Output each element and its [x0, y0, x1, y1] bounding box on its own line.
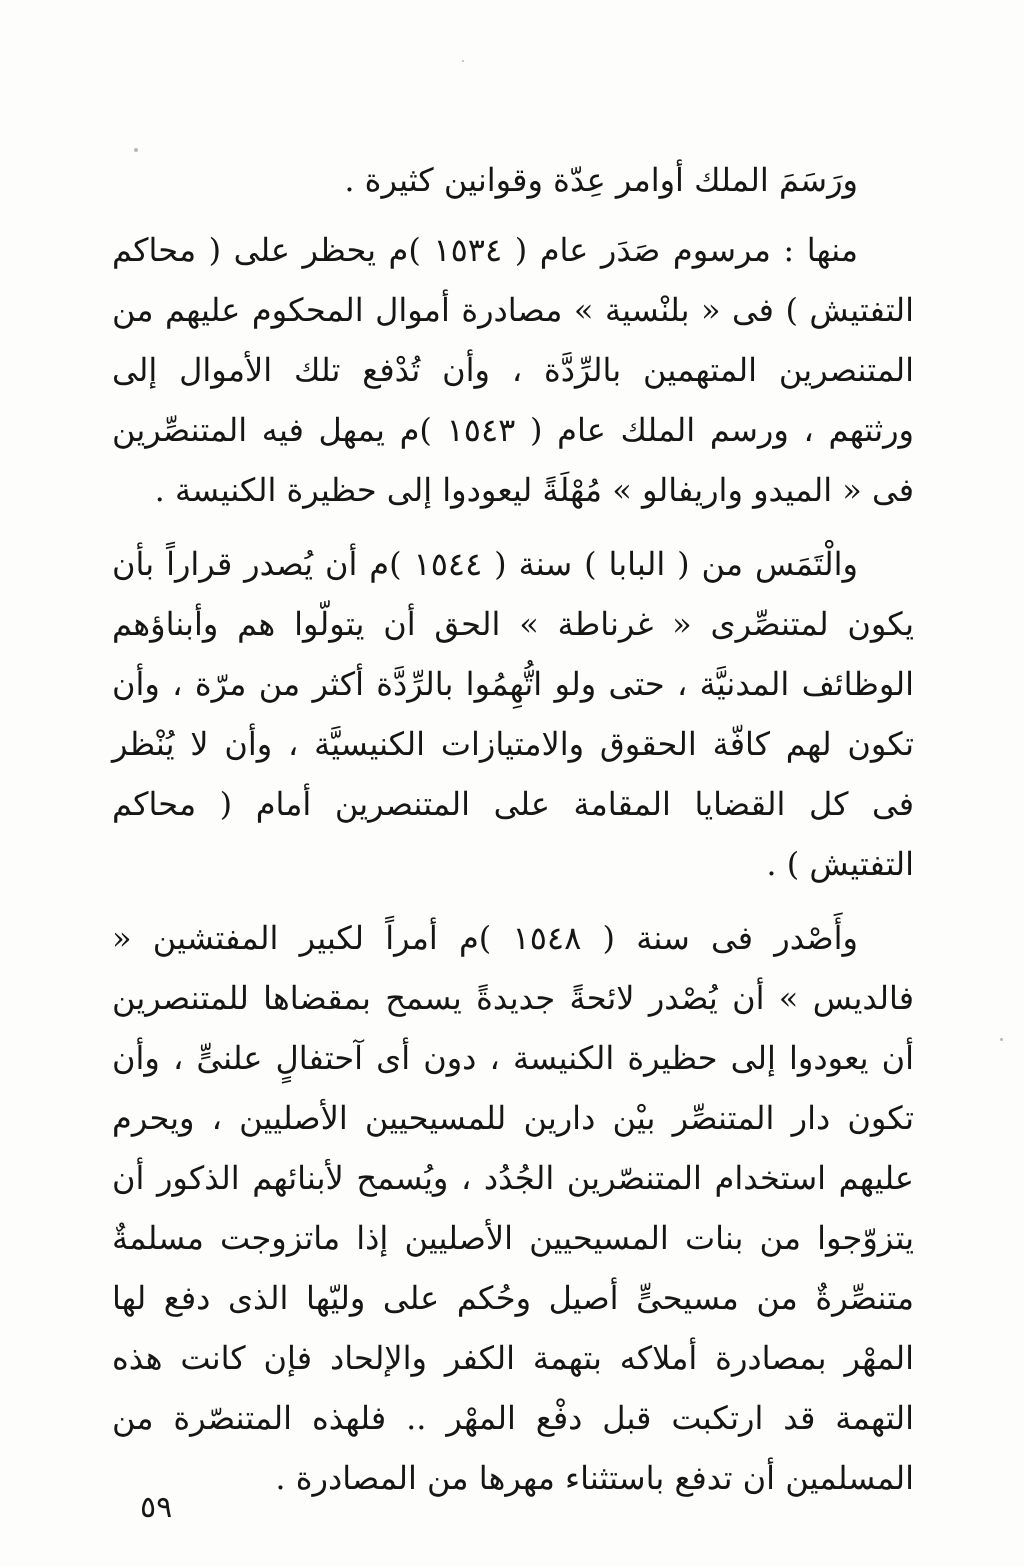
body-text — [112, 150, 914, 1508]
scan-speck — [462, 60, 464, 62]
paragraph-1548-order: وأَصْدر فى سنة ( ١٥٤٨ )م أمراً لكبير المفتشين « فالديس » أن يُصْدر لائحةً جديدةً يسمح بمقضاها للمتنصرين أن يعودوا إلى حظيرة الكنيسة ، دون أى آحتفالٍ علنىٍّ ، وأن تكون دار المتنصِّر بيْن دارين للمسيحيين الأصليين ، ويحرم عليهم استخدام المتنصّرين الجُدُد ، ويُسمح لأبنائهم الذكور أن يتزوّجوا من بنات المسيحيين الأصليين إذا ماتزوجت مسلمةٌ متنصِّرةٌ من مسيحىٍّ أصيل وحُكم على وليّها الذى دفع لها المهْر بمصادرة أملاكه بتهمة الكفر والإلحاد فإن كانت هذه التهمة قد ارتكبت قبل دفْع المهْر .. فلهذه المتنصّرة من المسلمين أن تدفع باستثناء مهرها من المصادرة . — [112, 919, 915, 1497]
paragraph-decrees: ورَسَمَ الملك أوامر عِدّة وقوانين كثيرة . — [344, 161, 858, 199]
page-number: ٥٩ — [140, 1490, 173, 1525]
paragraph-1544-petition: والْتَمَس من ( البابا ) سنة ( ١٥٤٤ )م أن يُصدر قراراً بأن يكون لمتنصِّرى « غرناطة » الحق أن يتولّوا هم وأبناؤهم الوظائف المدنيَّة ، حتى ولو اتُّهِمُوا بالرِّدَّة أكثر من مرّة ، وأن تكون لهم كافّة الحقوق والامتيازات الكنيسيَّة ، وأن لا يُنْظر فى كل القضايا المقامة على المتنصرين أمام ( محاكم التفتيش ) . — [112, 545, 915, 883]
scan-speck — [1000, 1038, 1003, 1041]
paragraph-1534-decree: منها : مرسوم صَدَر عام ( ١٥٣٤ )م يحظر على ( محاكم التفتيش ) فى « بلنْسية » مصادرة أموال المحكوم عليهم من المتنصرين المتهمين بالرِّدَّة ، وأن تُدْفع تلك الأموال إلى ورثتهم ، ورسم الملك عام ( ١٥٤٣ )م يمهل فيه المتنصِّرين فى « الميدو واريفالو » مُهْلَةً ليعودوا إلى حظيرة الكنيسة . — [112, 231, 915, 509]
